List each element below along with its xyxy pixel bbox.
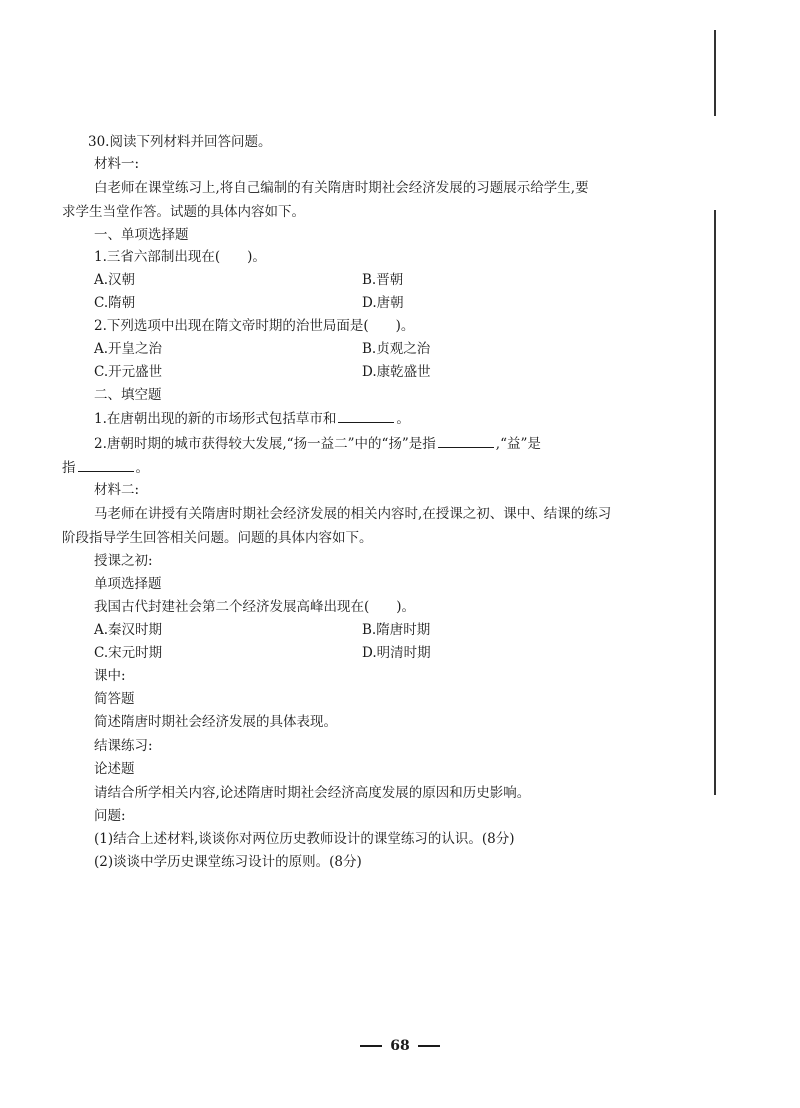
material1-intro-line1: 白老师在课堂练习上,将自己编制的有关隋唐时期社会经济发展的习题展示给学生,要 xyxy=(94,180,589,196)
material2-stage1-option-c: C.宋元时期 xyxy=(94,645,163,661)
material2-stage1-label: 授课之初: xyxy=(94,553,153,569)
material1-fill2-cont xyxy=(62,458,149,477)
material1-q2-option-d: D.康乾盛世 xyxy=(362,364,431,380)
fill2-blank-yi xyxy=(78,458,134,472)
fill1-blank xyxy=(338,409,394,423)
fill2-blank-yang xyxy=(438,434,494,448)
prompt-question-2: (2)谈谈中学历史课堂练习设计的原则。(8分) xyxy=(94,854,362,870)
material2-label: 材料二: xyxy=(94,482,140,498)
page-footer xyxy=(0,1038,800,1054)
material2-stage2-type: 简答题 xyxy=(94,691,135,707)
material1-fill2 xyxy=(94,434,541,453)
fill2-cont: 指 xyxy=(62,460,76,476)
fill2-mid: ,“益”是 xyxy=(495,436,541,452)
prompt-label: 问题: xyxy=(94,808,126,824)
material1-q2-option-c: C.开元盛世 xyxy=(94,364,163,380)
material1-q2: 2.下列选项中出现在隋文帝时期的治世局面是( )。 xyxy=(94,318,415,334)
material2-stage1-question: 我国古代封建社会第二个经济发展高峰出现在( )。 xyxy=(94,599,416,615)
scan-edge-mark-bottom xyxy=(714,210,716,795)
material1-q2-option-a: A.开皇之治 xyxy=(94,341,163,357)
material1-fill1 xyxy=(94,409,410,428)
material1-q1-option-b: B.晋朝 xyxy=(362,272,404,288)
material1-q2-option-b: B.贞观之治 xyxy=(362,341,431,357)
scan-edge-mark-top xyxy=(714,30,716,116)
material2-stage3-question: 请结合所学相关内容,论述隋唐时期社会经济高度发展的原因和历史影响。 xyxy=(94,785,531,801)
material1-label: 材料一: xyxy=(94,156,140,172)
fill2-text: 2.唐朝时期的城市获得较大发展,“扬一益二”中的“扬”是指 xyxy=(94,436,436,452)
material2-stage2-question: 简述隋唐时期社会经济发展的具体表现。 xyxy=(94,714,337,730)
material2-stage1-option-b: B.隋唐时期 xyxy=(362,622,431,638)
prompt-question-1: (1)结合上述材料,谈谈你对两位历史教师设计的课堂练习的认识。(8分) xyxy=(94,831,515,847)
page-number-dash-right xyxy=(418,1045,440,1047)
material2-stage3-label: 结课练习: xyxy=(94,738,153,754)
material1-section2: 二、填空题 xyxy=(94,387,162,403)
material2-stage1-type: 单项选择题 xyxy=(94,576,162,592)
question-heading: 30.阅读下列材料并回答问题。 xyxy=(88,134,272,150)
fill2-end: 。 xyxy=(135,460,149,476)
material2-stage2-label: 课中: xyxy=(94,668,126,684)
material1-q1-option-d: D.唐朝 xyxy=(362,295,404,311)
fill1-text: 1.在唐朝出现的新的市场形式包括草市和 xyxy=(94,411,337,427)
material2-intro-line1: 马老师在讲授有关隋唐时期社会经济发展的相关内容时,在授课之初、课中、结课的练习 xyxy=(94,506,612,522)
material1-q1: 1.三省六部制出现在( )。 xyxy=(94,249,266,265)
page-number-dash-left xyxy=(360,1045,382,1047)
material2-stage3-type: 论述题 xyxy=(94,761,135,777)
material1-intro-line2: 求学生当堂作答。试题的具体内容如下。 xyxy=(62,204,305,220)
material2-stage1-option-a: A.秦汉时期 xyxy=(94,622,163,638)
material1-q1-option-c: C.隋朝 xyxy=(94,295,136,311)
page-number: 68 xyxy=(390,1038,410,1054)
material1-q1-option-a: A.汉朝 xyxy=(94,272,136,288)
material2-stage1-option-d: D.明清时期 xyxy=(362,645,431,661)
material1-section1: 一、单项选择题 xyxy=(94,227,189,243)
material2-intro-line2: 阶段指导学生回答相关问题。问题的具体内容如下。 xyxy=(62,530,373,546)
fill1-end: 。 xyxy=(396,411,410,427)
